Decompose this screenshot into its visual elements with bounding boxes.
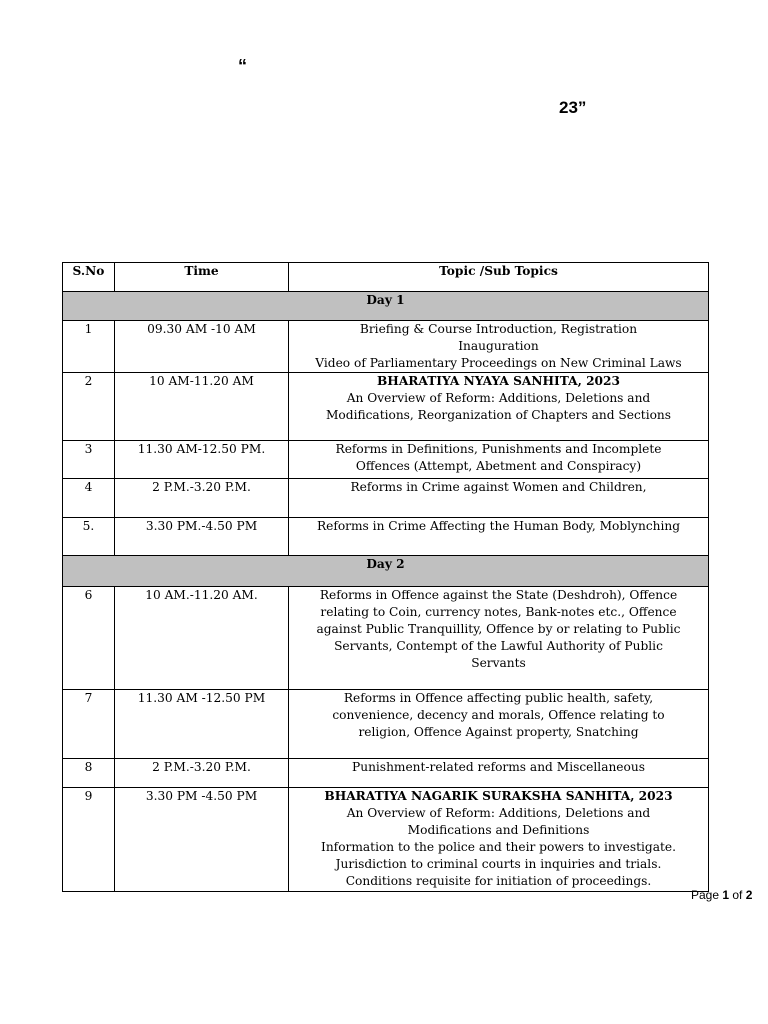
time-header: Time (115, 263, 289, 292)
topic-cell (289, 373, 709, 441)
sno-cell: 8 (63, 759, 115, 788)
topic-line: Servants (471, 656, 526, 670)
day-1-label: Day 1 (63, 292, 709, 321)
topic-line: Reforms in Crime Affecting the Human Body, Moblynching (316, 519, 681, 533)
topic-heading: BHARATIYA NAGARIK SURAKSHA SANHITA, 2023 (324, 789, 673, 803)
topic-line: Servants, Contempt of the Lawful Authority of Public (334, 639, 663, 653)
topic-line: Reforms in Offence against the State (Deshdroh), Offence (319, 588, 678, 602)
table-row (63, 587, 709, 690)
topic-line: Reforms in Definitions, Punishments and Incomplete (335, 442, 662, 456)
topic-line: Offences (Attempt, Abetment and Conspiracy) (355, 459, 642, 473)
topic-cell (289, 321, 709, 373)
topic-line: relating to Coin, currency notes, Bank-notes etc., Offence (320, 605, 677, 619)
time-cell: 2 P.M.-3.20 P.M. (115, 759, 289, 788)
sno-cell: 5. (63, 518, 115, 556)
day-1-row (63, 292, 709, 321)
topic-cell (289, 518, 709, 556)
topic-cell (289, 587, 709, 690)
topic-line: against Public Tranquillity, Offence by or relating to Public (316, 622, 681, 636)
time-cell: 3.30 PM -4.50 PM (115, 788, 289, 892)
time-cell: 3.30 PM.-4.50 PM (115, 518, 289, 556)
time-cell: 09.30 AM -10 AM (115, 321, 289, 373)
table-header-row (63, 263, 709, 292)
table-row (63, 518, 709, 556)
sno-cell: 3 (63, 441, 115, 479)
topic-line: convenience, decency and morals, Offence relating to (332, 708, 665, 722)
day-2-row (63, 556, 709, 587)
topic-line: Briefing & Course Introduction, Registration (359, 322, 638, 336)
table-row (63, 441, 709, 479)
topic-line: Reforms in Crime against Women and Children, (350, 480, 647, 494)
day-2-label: Day 2 (63, 556, 709, 587)
topic-line: religion, Offence Against property, Snatching (358, 725, 639, 739)
of-word: of (729, 888, 746, 902)
topic-line: Reforms in Offence affecting public health, safety, (343, 691, 654, 705)
table-row (63, 690, 709, 759)
topic-line: An Overview of Reform: Additions, Deletions and (346, 806, 651, 820)
time-cell: 10 AM.-11.20 AM. (115, 587, 289, 690)
topic-cell (289, 441, 709, 479)
time-cell: 11.30 AM -12.50 PM (115, 690, 289, 759)
topic-line: Inauguration (458, 339, 539, 353)
current-page: 1 (722, 888, 730, 902)
page-word: Page (691, 888, 723, 902)
sno-cell: 6 (63, 587, 115, 690)
sno-cell: 2 (63, 373, 115, 441)
table-row (63, 759, 709, 788)
sno-header: S.No (63, 263, 115, 292)
page-number (691, 888, 752, 902)
topic-line: Punishment-related reforms and Miscellaneous (352, 760, 645, 774)
topic-cell (289, 759, 709, 788)
table-row (63, 373, 709, 441)
topic-line: Modifications and Definitions (407, 823, 590, 837)
topic-header: Topic /Sub Topics (289, 263, 709, 292)
topic-cell (289, 690, 709, 759)
total-pages: 2 (745, 888, 753, 902)
sno-cell: 4 (63, 479, 115, 518)
table-row (63, 788, 709, 892)
topic-line: Jurisdiction to criminal courts in inquiries and trials. (335, 857, 662, 871)
title-quote-close: 23” (559, 98, 587, 117)
topic-line: Information to the police and their powers to investigate. (321, 840, 676, 854)
topic-heading: BHARATIYA NYAYA SANHITA, 2023 (377, 374, 620, 388)
sno-cell: 1 (63, 321, 115, 373)
topic-line: Conditions requisite for initiation of proceedings. (345, 874, 652, 888)
time-cell: 2 P.M.-3.20 P.M. (115, 479, 289, 518)
topic-line: An Overview of Reform: Additions, Deletions and (346, 391, 651, 405)
table-row (63, 479, 709, 518)
table-row (63, 321, 709, 373)
time-cell: 11.30 AM-12.50 PM. (115, 441, 289, 479)
time-cell: 10 AM-11.20 AM (115, 373, 289, 441)
topic-line: Video of Parliamentary Proceedings on New Criminal Laws (315, 356, 682, 370)
title-quote-open: “ (238, 56, 247, 76)
topic-cell (289, 479, 709, 518)
topic-cell (289, 788, 709, 892)
sno-cell: 7 (63, 690, 115, 759)
topic-line: Modifications, Reorganization of Chapters and Sections (325, 408, 672, 422)
sno-cell: 9 (63, 788, 115, 892)
schedule-table (62, 262, 709, 892)
